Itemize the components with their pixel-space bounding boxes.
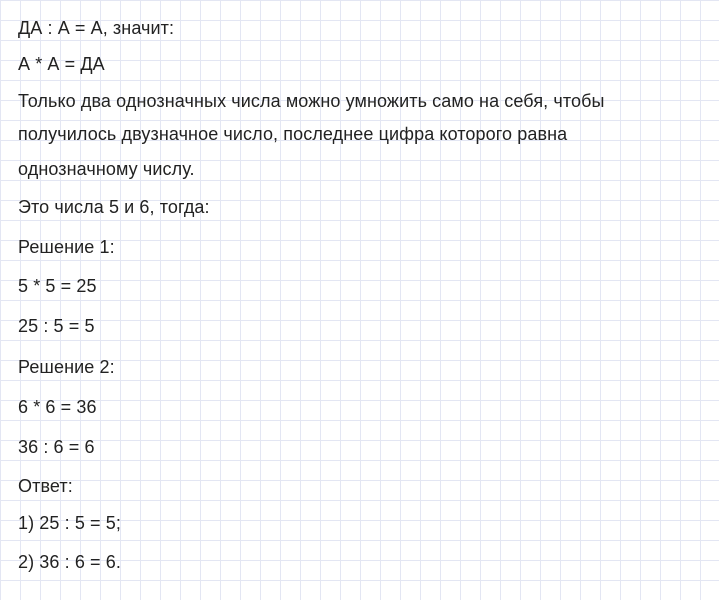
text-line-5: однозначному числу. (18, 159, 195, 179)
text-line-4: получилось двузначное число, последнее цифра которого равна (18, 124, 568, 144)
text-line-10: Решение 2: (18, 357, 115, 377)
text-line-6: Это числа 5 и 6, тогда: (18, 197, 210, 217)
text-line-7: Решение 1: (18, 237, 115, 257)
text-line-13: Ответ: (18, 476, 73, 496)
text-line-8: 5 * 5 = 25 (18, 276, 97, 296)
text-line-9: 25 : 5 = 5 (18, 316, 95, 336)
text-line-11: 6 * 6 = 36 (18, 397, 97, 417)
text-line-2: А * А = ДА (18, 54, 105, 74)
text-line-3: Только два однозначных числа можно умножить само на себя, чтобы (18, 91, 605, 111)
text-line-15: 2) 36 : 6 = 6. (18, 552, 121, 572)
text-line-14: 1) 25 : 5 = 5; (18, 513, 121, 533)
text-line-1: ДА : А = А, значит: (18, 18, 175, 38)
text-line-12: 36 : 6 = 6 (18, 437, 95, 457)
